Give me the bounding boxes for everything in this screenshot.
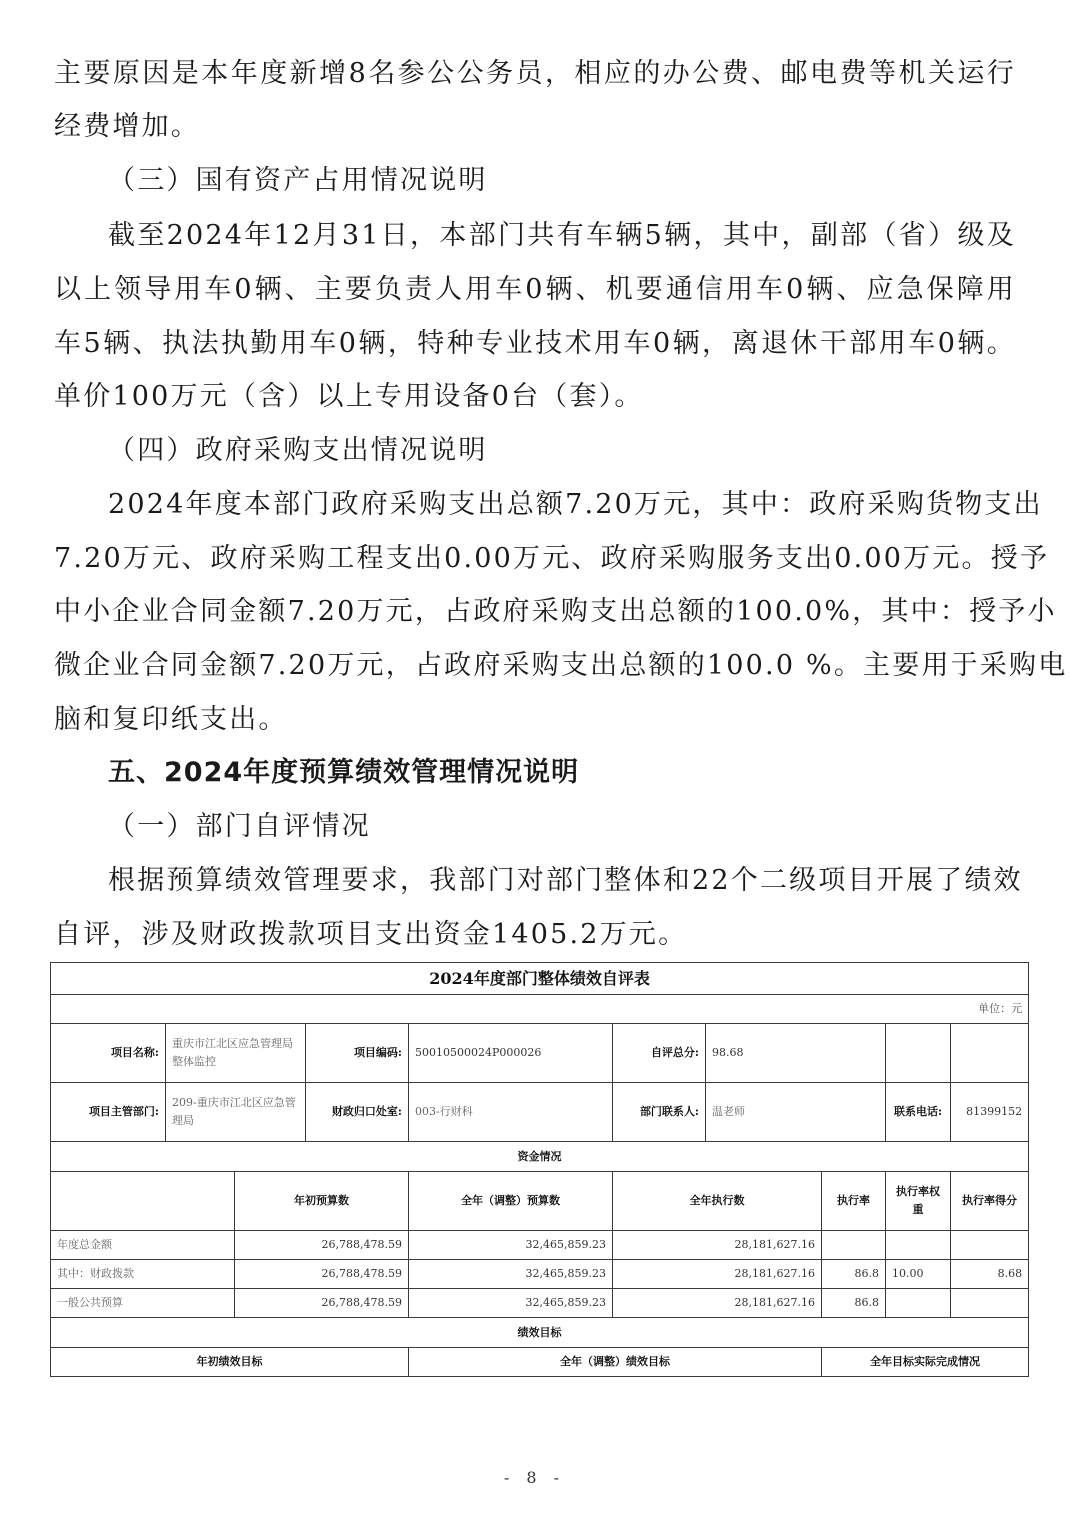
table-row [51, 1024, 1029, 1083]
performance-section-header: 绩效目标 [51, 1318, 1029, 1348]
funding-header-row [51, 1172, 1029, 1231]
body-line: 以上领导用车0辆、主要负责人用车0辆、机要通信用车0辆、应急保障用 [54, 274, 1016, 305]
body-line: 经费增加。 [54, 111, 200, 142]
column-header: 执行率权重 [886, 1172, 951, 1231]
column-header: 全年（调整）预算数 [409, 1172, 613, 1231]
contact-label: 部门联系人: [613, 1083, 706, 1142]
page-number: - 8 - [503, 1468, 566, 1487]
cell: 32,465,859.23 [409, 1231, 613, 1260]
performance-header-row [51, 1348, 1029, 1377]
table-row [51, 1231, 1029, 1260]
table-title: 2024年度部门整体绩效自评表 [51, 963, 1029, 995]
column-header: 全年（调整）绩效目标 [409, 1348, 822, 1377]
chapter-heading: 五、2024年度预算绩效管理情况说明 [108, 757, 580, 788]
table-row [51, 1260, 1029, 1289]
row-label: 一般公共预算 [51, 1289, 235, 1318]
dept-label: 项目主管部门: [51, 1083, 166, 1142]
self-evaluation-table [50, 962, 1029, 1377]
finance-office-label: 财政归口处室: [306, 1083, 409, 1142]
dept-value: 209-重庆市江北区应急管理局 [166, 1083, 306, 1142]
body-line: 2024年度本部门政府采购支出总额7.20万元，其中：政府采购货物支出 [108, 489, 1043, 520]
cell: 86.8 [822, 1289, 886, 1318]
funding-section-header: 资金情况 [51, 1142, 1029, 1172]
cell: 86.8 [822, 1260, 886, 1289]
project-name-value: 重庆市江北区应急管理局整体监控 [166, 1024, 306, 1083]
score-value: 98.68 [706, 1024, 886, 1083]
body-line: 单价100万元（含）以上专用设备0台（套）。 [54, 381, 644, 412]
cell: 28,181,627.16 [613, 1289, 822, 1318]
cell: 28,181,627.16 [613, 1260, 822, 1289]
row-label: 其中：财政拨款 [51, 1260, 235, 1289]
phone-value: 81399152 [951, 1083, 1029, 1142]
cell: 32,465,859.23 [409, 1260, 613, 1289]
column-header: 全年执行数 [613, 1172, 822, 1231]
phone-label: 联系电话: [886, 1083, 951, 1142]
project-code-label: 项目编码: [306, 1024, 409, 1083]
body-line: 中小企业合同金额7.20万元，占政府采购支出总额的100.0%，其中：授予小 [54, 596, 1057, 627]
column-header: 年初绩效目标 [51, 1348, 409, 1377]
score-label: 自评总分: [613, 1024, 706, 1083]
cell [886, 1231, 951, 1260]
body-line: 截至2024年12月31日，本部门共有车辆5辆，其中，副部（省）级及 [108, 220, 1016, 251]
cell [951, 1289, 1029, 1318]
cell: 26,788,478.59 [235, 1260, 409, 1289]
cell: 8.68 [951, 1260, 1029, 1289]
table-row [51, 1289, 1029, 1318]
column-header: 全年目标实际完成情况 [822, 1348, 1029, 1377]
body-line: 脑和复印纸支出。 [54, 704, 288, 735]
row-label: 年度总金额 [51, 1231, 235, 1260]
body-line: 7.20万元、政府采购工程支出0.00万元、政府采购服务支出0.00万元。授予 [54, 543, 1050, 574]
contact-value: 温老师 [706, 1083, 886, 1142]
cell [951, 1231, 1029, 1260]
empty-cell [951, 1024, 1029, 1083]
body-line: 主要原因是本年度新增8名参公公务员，相应的办公费、邮电费等机关运行 [54, 58, 1016, 89]
body-line: 微企业合同金额7.20万元，占政府采购支出总额的100.0 %。主要用于采购电 [54, 650, 1068, 681]
table-row [51, 1083, 1029, 1142]
cell: 10.00 [886, 1260, 951, 1289]
cell: 28,181,627.16 [613, 1231, 822, 1260]
cell: 32,465,859.23 [409, 1289, 613, 1318]
column-header [51, 1172, 235, 1231]
cell [886, 1289, 951, 1318]
section-heading: （一）部门自评情况 [108, 811, 371, 842]
body-line: 车5辆、执法执勤用车0辆，特种专业技术用车0辆，离退休干部用车0辆。 [54, 328, 1016, 359]
body-line: 自评，涉及财政拨款项目支出资金1405.2万元。 [54, 919, 688, 950]
section-heading: （四）政府采购支出情况说明 [108, 435, 488, 466]
column-header: 执行率 [822, 1172, 886, 1231]
column-header: 年初预算数 [235, 1172, 409, 1231]
column-header: 执行率得分 [951, 1172, 1029, 1231]
cell [822, 1231, 886, 1260]
finance-office-value: 003-行财科 [409, 1083, 613, 1142]
section-heading: （三）国有资产占用情况说明 [108, 165, 488, 196]
body-line: 根据预算绩效管理要求，我部门对部门整体和22个二级项目开展了绩效 [108, 865, 1023, 896]
cell: 26,788,478.59 [235, 1231, 409, 1260]
cell: 26,788,478.59 [235, 1289, 409, 1318]
project-code-value: 50010500024P000026 [409, 1024, 613, 1083]
project-name-label: 项目名称: [51, 1024, 166, 1083]
unit-label: 单位：元 [51, 995, 1029, 1024]
empty-cell [886, 1024, 951, 1083]
